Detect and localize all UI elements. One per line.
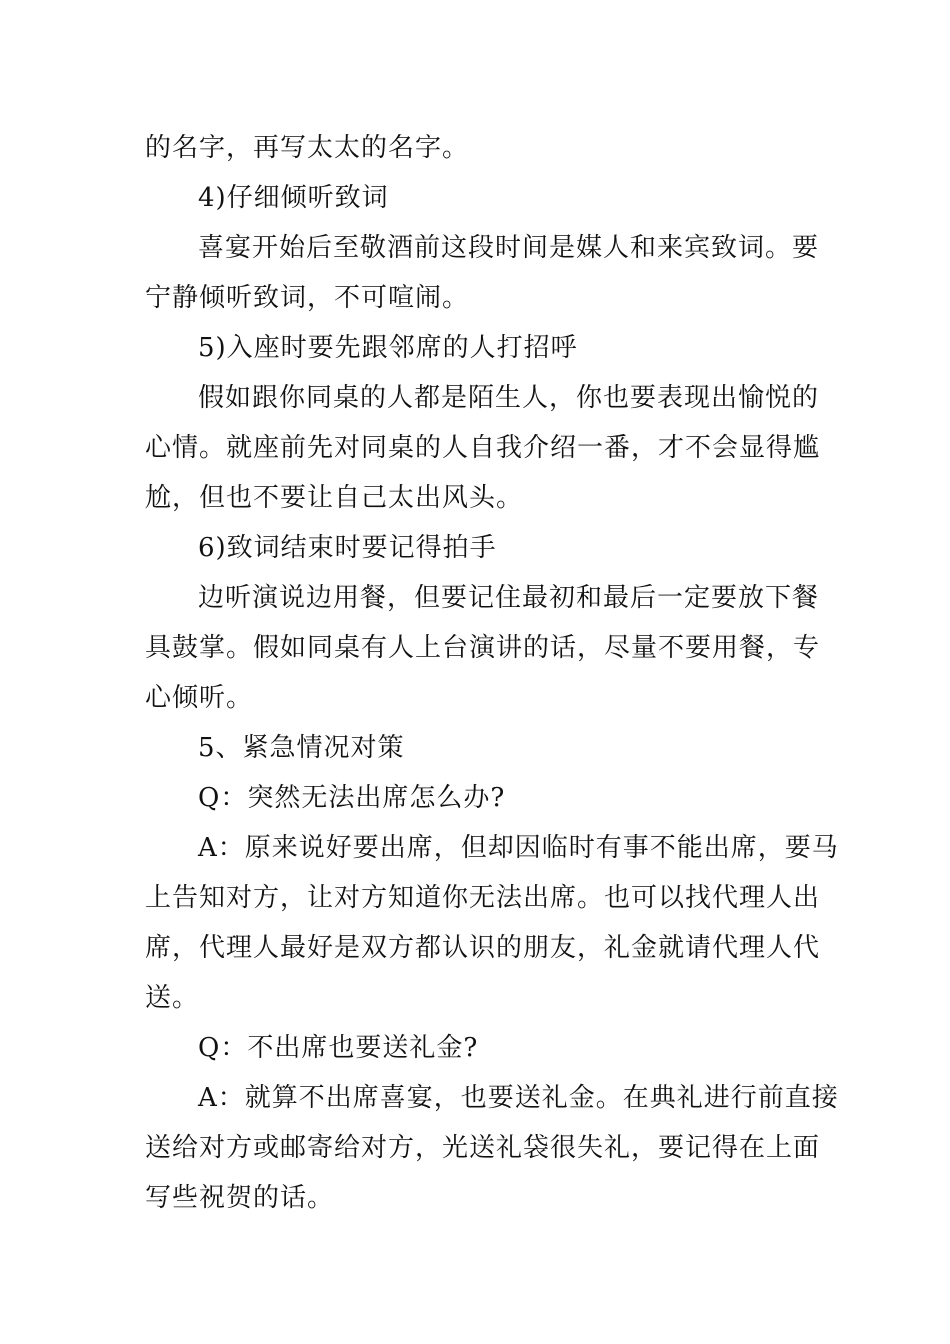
section-heading: 5、紧急情况对策 [198,733,405,763]
question-line: Q：突然无法出席怎么办? [198,783,506,813]
answer-line: A：原来说好要出席，但却因临时有事不能出席，要马 [198,833,839,863]
text-line: 写些祝贺的话。 [145,1183,335,1213]
text-line: 边听演说边用餐，但要记住最初和最后一定要放下餐 [198,583,820,613]
section-heading: 5)入座时要先跟邻席的人打招呼 [198,333,578,363]
text-line: 尬，但也不要让自己太出风头。 [145,483,524,513]
text-line: 的名字，再写太太的名字。 [145,133,470,163]
section-heading: 4)仔细倾听致词 [198,183,389,213]
text-line: 宁静倾听致词，不可喧闹。 [145,283,470,313]
text-line: 喜宴开始后至敬酒前这段时间是媒人和来宾致词。要 [198,233,820,263]
text-line: 上告知对方，让对方知道你无法出席。也可以找代理人出 [145,883,821,913]
text-line: 假如跟你同桌的人都是陌生人，你也要表现出愉悦的 [198,383,820,413]
question-line: Q：不出席也要送礼金? [198,1033,479,1063]
text-line: 具鼓掌。假如同桌有人上台演讲的话，尽量不要用餐，专 [145,633,821,663]
text-line: 席，代理人最好是双方都认识的朋友，礼金就请代理人代 [145,933,821,963]
answer-line: A：就算不出席喜宴，也要送礼金。在典礼进行前直接 [198,1083,839,1113]
section-heading: 6)致词结束时要记得拍手 [198,533,497,563]
text-line: 心倾听。 [145,683,254,713]
text-line: 送给对方或邮寄给对方，光送礼袋很失礼，要记得在上面 [145,1133,821,1163]
text-line: 心情。就座前先对同桌的人自我介绍一番，才不会显得尴 [145,433,821,463]
text-line: 送。 [145,983,200,1013]
